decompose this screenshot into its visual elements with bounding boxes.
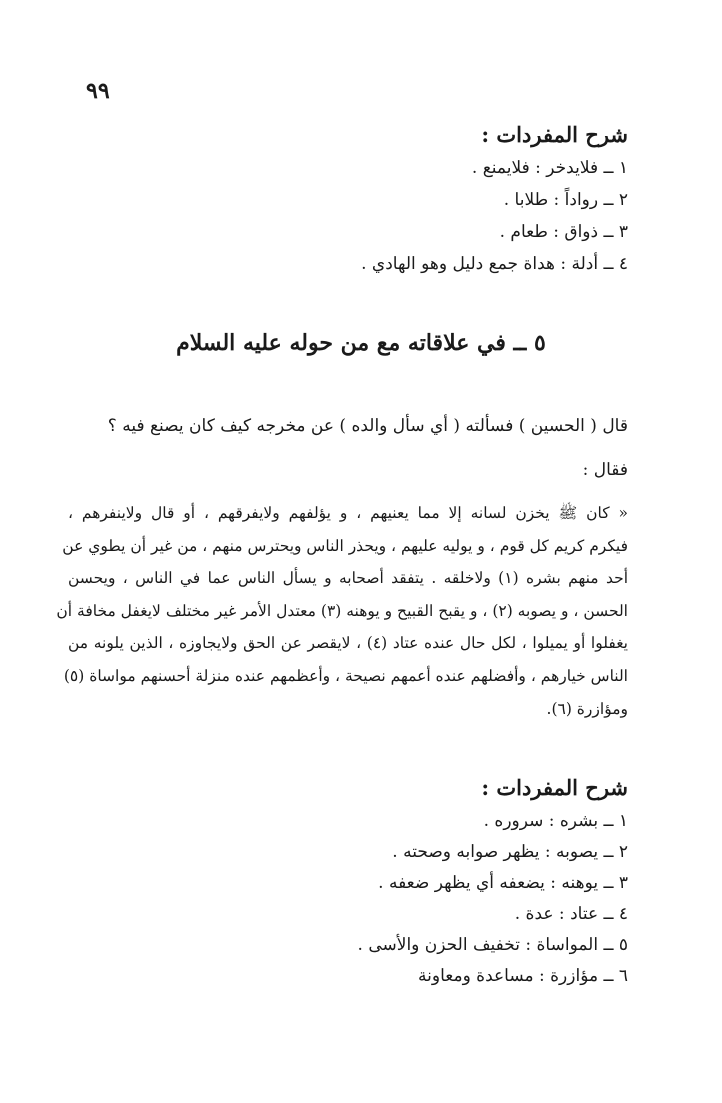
paragraph-line: الحسن ، و يصوبه (٢) ، و يقبح القبيح و يوهنه (٣) معتدل الأمر غير مختلف لايغفل مخافة أن bbox=[56, 601, 628, 620]
glossary-item: ٥ ــ المواساة : تخفيف الحزن والأسى . bbox=[357, 935, 628, 955]
glossary-item: ٢ ــ رواداً : طلابا . bbox=[503, 190, 628, 210]
glossary-section-2 bbox=[358, 770, 628, 992]
glossary-title: شرح المفردات : bbox=[481, 122, 628, 147]
glossary-item: ١ ــ بشره : سروره . bbox=[483, 811, 628, 831]
paragraph-line: يغفلوا أو يميلوا ، لكل حال عنده عتاد (٤) ، لايقصر عن الحق ولايجاوزه ، الذين يلونه من bbox=[68, 634, 628, 653]
glossary-item: ٤ ــ عتاد : عدة . bbox=[514, 904, 628, 924]
glossary-item: ٣ ــ ذواق : طعام . bbox=[499, 222, 628, 242]
narration-intro: قال ( الحسين ) فسألته ( أي سأل والده ) عن مخرجه كيف كان يصنع فيه ؟ bbox=[107, 416, 628, 436]
paragraph-line: الناس خيارهم ، وأفضلهم عنده أعمهم نصيحة ، وأعظمهم عنده منزلة أحسنهم مواساة (٥) bbox=[63, 666, 628, 685]
glossary-title: شرح المفردات : bbox=[481, 775, 628, 800]
paragraph-line: أحد منهم بشره (١) ولاخلقه . يتفقد أصحابه و يسأل الناس عما في الناس ، ويحسن bbox=[68, 569, 628, 588]
narration-lead-in: فقال : bbox=[582, 460, 628, 480]
glossary-item: ٤ ــ أدلة : هداة جمع دليل وهو الهادي . bbox=[361, 254, 628, 274]
narration-paragraph bbox=[56, 497, 628, 725]
glossary-item: ٢ ــ يصوبه : يظهر صوابه وصحته . bbox=[392, 842, 628, 862]
glossary-section-1 bbox=[361, 118, 628, 280]
paragraph-line: ومؤازرة (٦). bbox=[546, 699, 628, 718]
paragraph-line: فيكرم كريم كل قوم ، و يوليه عليهم ، ويحذر الناس ويحترس منهم ، من غير أن يطوي عن bbox=[62, 536, 628, 555]
page-number: ٩٩ bbox=[86, 78, 110, 104]
section-heading: ٥ ــ في علاقاته مع من حوله عليه السلام bbox=[176, 330, 546, 356]
glossary-item: ٦ ــ مؤازرة : مساعدة ومعاونة bbox=[418, 966, 628, 986]
paragraph-line: « كان ﷺ يخزن لسانه إلا مما يعنيهم ، و يؤلفهم ولايفرقهم ، أو قال ولاينفرهم ، bbox=[68, 504, 628, 522]
glossary-item: ٣ ــ يوهنه : يضعفه أي يظهر ضعفه . bbox=[378, 873, 628, 893]
glossary-item: ١ ــ فلايدخر : فلايمنع . bbox=[471, 158, 628, 178]
